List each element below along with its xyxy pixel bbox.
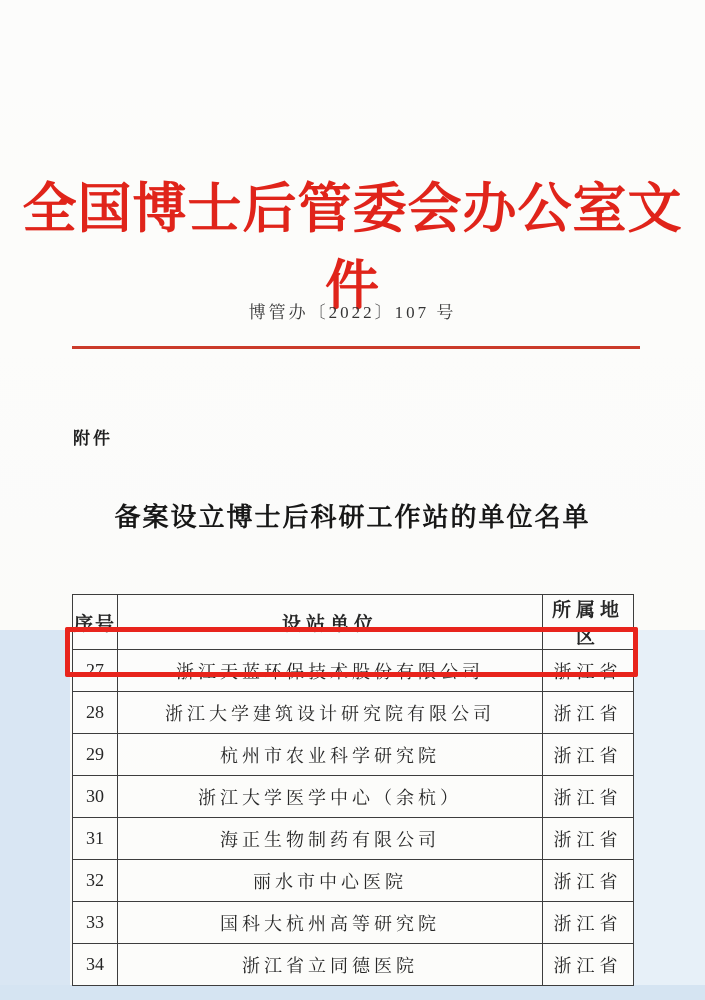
attachment-label: 附件 <box>73 429 113 448</box>
units-table <box>72 594 634 986</box>
cell-serial: 29 <box>73 734 118 776</box>
list-title: 备案设立博士后科研工作站的单位名单 <box>114 503 591 532</box>
cell-region: 浙江省 <box>543 944 634 986</box>
scan-tint-right-band <box>634 630 705 1000</box>
cell-unit: 丽水市中心医院 <box>118 860 543 902</box>
cell-serial: 30 <box>73 776 118 818</box>
header-cell-unit: 设站单位 <box>118 595 543 650</box>
cell-region: 浙江省 <box>543 818 634 860</box>
cell-serial: 28 <box>73 692 118 734</box>
cell-unit: 浙江省立同德医院 <box>118 944 543 986</box>
table-header-row <box>73 595 634 650</box>
cell-serial: 27 <box>73 650 118 692</box>
cell-unit: 杭州市农业科学研究院 <box>118 734 543 776</box>
table-row <box>73 692 634 734</box>
red-separator-line <box>72 346 640 349</box>
cell-region: 浙江省 <box>543 776 634 818</box>
cell-unit: 浙江大学建筑设计研究院有限公司 <box>118 692 543 734</box>
cell-unit: 海正生物制药有限公司 <box>118 818 543 860</box>
cell-serial: 33 <box>73 902 118 944</box>
scan-tint-bottom-band <box>0 985 705 1000</box>
header-cell-region: 所属地区 <box>543 595 634 650</box>
cell-region: 浙江省 <box>543 860 634 902</box>
table-row <box>73 818 634 860</box>
table-row <box>73 944 634 986</box>
table-row <box>73 902 634 944</box>
cell-serial: 32 <box>73 860 118 902</box>
table-row <box>73 734 634 776</box>
cell-region: 浙江省 <box>543 902 634 944</box>
cell-serial: 34 <box>73 944 118 986</box>
table-row <box>73 776 634 818</box>
document-number: 博管办〔2022〕107 号 <box>248 303 457 322</box>
cell-region: 浙江省 <box>543 734 634 776</box>
header-cell-serial: 序号 <box>73 595 118 650</box>
cell-region: 浙江省 <box>543 692 634 734</box>
cell-unit: 浙江大学医学中心（余杭） <box>118 776 543 818</box>
cell-serial: 31 <box>73 818 118 860</box>
table-row <box>73 860 634 902</box>
cell-region: 浙江省 <box>543 650 634 692</box>
document-header-title: 全国博士后管委会办公室文件 <box>22 179 683 316</box>
cell-unit: 国科大杭州高等研究院 <box>118 902 543 944</box>
table-row <box>73 650 634 692</box>
scan-tint-left-band <box>0 630 70 1000</box>
cell-unit: 浙江天蓝环保技术股份有限公司 <box>118 650 543 692</box>
